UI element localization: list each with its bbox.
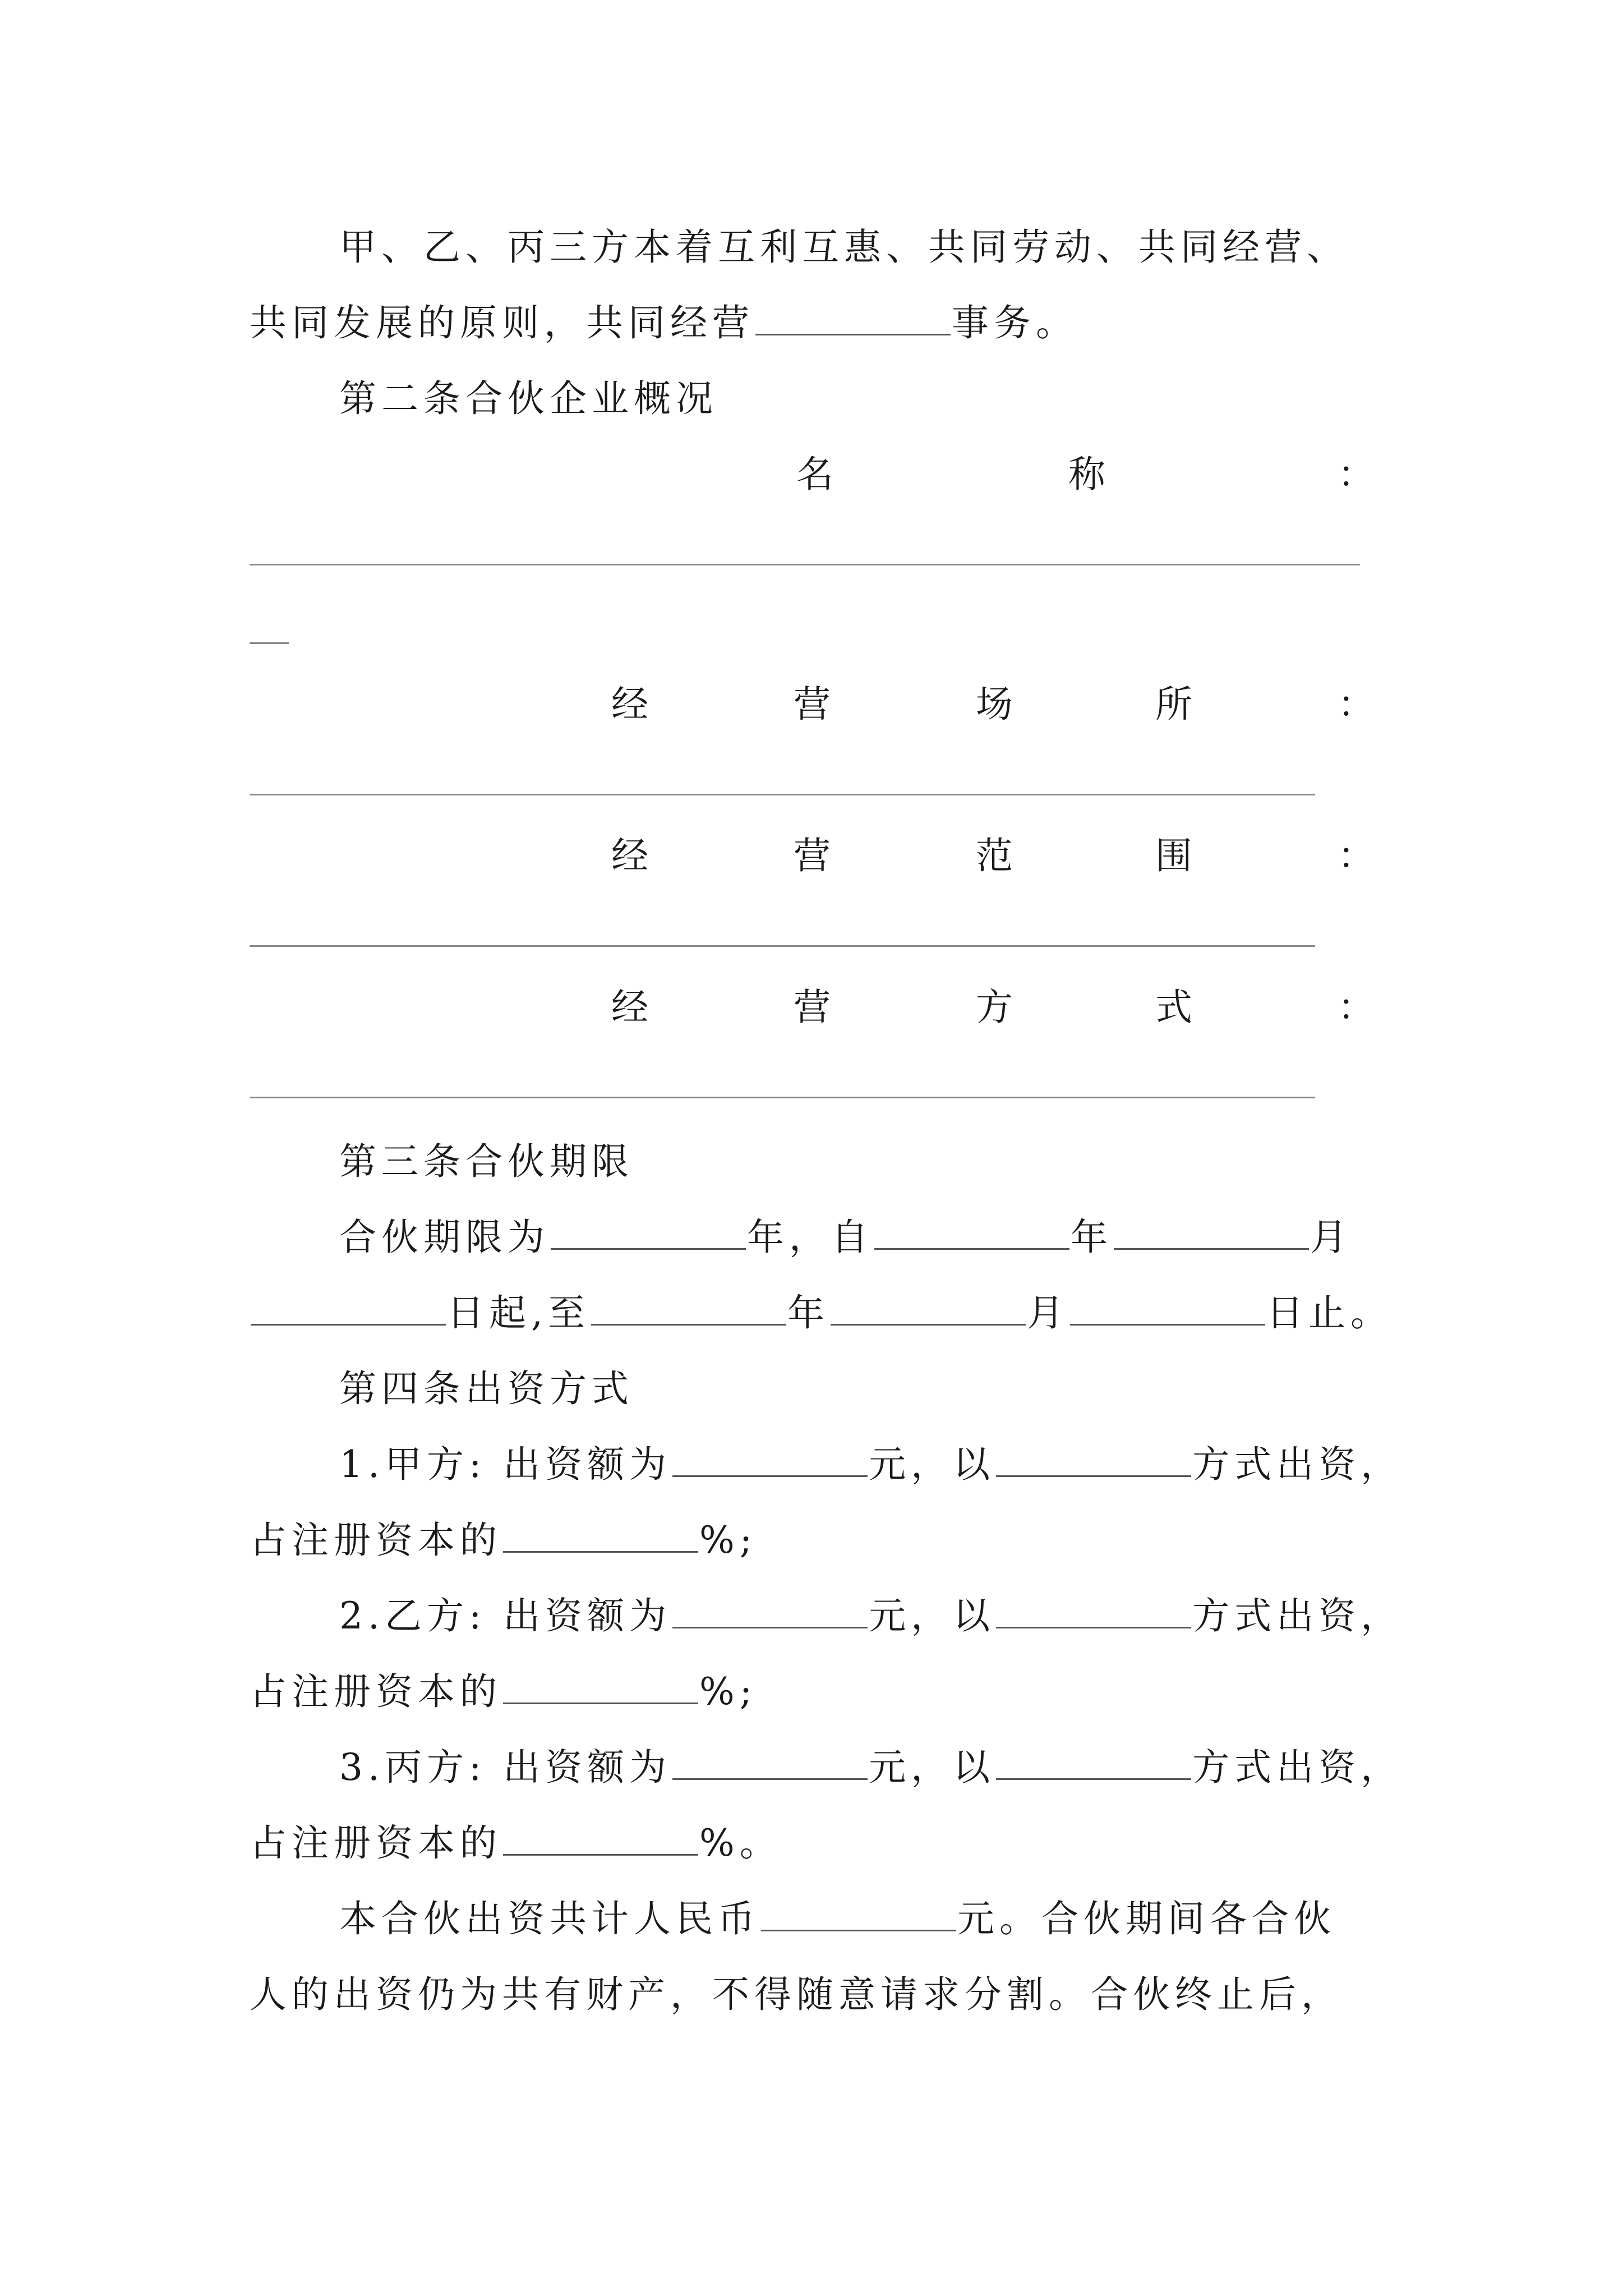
name-blank-line [250,564,1360,565]
party-a-line-1 [339,1439,1403,1490]
blank-field [503,1544,698,1553]
mode-label-char: 方 [976,986,1013,1029]
scope-label-char: 围 [1155,834,1192,877]
place-label-char: 场 [976,683,1013,726]
scope-label-colon: ： [1338,834,1375,877]
blank-field [996,1468,1191,1477]
place-label-char: 所 [1155,683,1192,726]
party-a-line-2 [250,1515,757,1566]
party-c-text: %。 [699,1821,782,1865]
party-c-text: 方式出资， [1192,1746,1403,1789]
place-label-char: 经 [611,683,648,726]
scope-label-char: 范 [976,834,1013,877]
name-blank-line-cont [250,642,289,644]
party-c-text: 元，以 [869,1746,995,1789]
section-3-heading: 第三条合伙期限 [339,1140,634,1183]
blank-field [251,1317,446,1326]
party-b-text: %; [699,1670,757,1713]
mode-blank-line [250,1097,1315,1098]
name-label-char: 称 [1068,453,1105,496]
party-b-line-1 [339,1590,1403,1642]
name-label-char: 名 [796,453,833,496]
scope-label-char: 营 [794,834,831,877]
total-text: 元。合伙期间各合伙 [957,1897,1336,1940]
party-a-text: 方式出资， [1192,1443,1403,1486]
mode-label-char: 经 [611,986,648,1029]
party-b-line-2 [250,1666,757,1718]
term-text: 日止。 [1266,1291,1393,1335]
term-line-2 [250,1287,1393,1339]
party-c-line-1 [339,1742,1403,1793]
blank-field [996,1619,1191,1628]
place-label-char: 营 [794,683,831,726]
mode-label-char: 营 [794,986,831,1029]
term-text: 合伙期限为 [339,1216,550,1259]
party-a-text: 元，以 [869,1443,995,1486]
party-c-text: 占注册资本的 [250,1821,502,1865]
blank-field [672,1468,868,1477]
party-b-text: 元，以 [869,1594,995,1637]
blank-field [672,1771,868,1780]
blank-field [755,326,951,335]
blank-field [551,1241,746,1250]
party-b-text: 2.乙方: 出资额为 [339,1594,672,1637]
term-text: 年 [787,1291,829,1335]
blank-field [503,1847,698,1856]
total-line-1 [339,1893,1336,1945]
blank-field [996,1771,1191,1780]
term-text: 日起,至 [447,1291,590,1335]
blank-field [1070,1317,1265,1326]
party-b-text: 方式出资， [1192,1594,1403,1637]
blank-field [672,1619,868,1628]
place-label-colon: ： [1338,683,1375,726]
section-2-heading: 第二条合伙企业概况 [339,377,718,420]
party-a-text: %; [699,1519,757,1562]
term-line-1 [339,1212,1352,1263]
term-text: 年，自 [747,1216,873,1259]
intro-text: 共同发展的原则，共同经营 [250,301,754,344]
total-line-2: 人的出资仍为共有财产，不得随意请求分割。合伙终止后， [250,1973,1343,2016]
scope-blank-line [250,945,1315,947]
party-b-text: 占注册资本的 [250,1670,502,1713]
total-text: 本合伙出资共计人民币 [339,1897,760,1940]
party-c-line-2 [250,1818,782,1869]
blank-field [503,1695,698,1704]
scope-label-char: 经 [611,834,648,877]
blank-field [761,1922,956,1931]
intro-line-1: 甲、乙、丙三方本着互利互惠、共同劳动、共同经营、 [339,226,1349,269]
party-a-text: 占注册资本的 [250,1519,502,1562]
party-a-text: 1.甲方: 出资额为 [339,1443,672,1486]
term-text: 月 [1026,1291,1069,1335]
blank-field [1114,1241,1309,1250]
intro-text-end: 事务。 [952,301,1078,344]
blank-field [591,1317,786,1326]
mode-label-colon: ： [1338,986,1375,1029]
blank-field [874,1241,1069,1250]
term-text: 年 [1071,1216,1113,1259]
term-text: 月 [1310,1216,1352,1259]
place-blank-line [250,794,1315,795]
party-c-text: 3.丙方: 出资额为 [339,1746,672,1789]
blank-field [831,1317,1026,1326]
section-4-heading: 第四条出资方式 [339,1367,634,1410]
intro-line-2 [250,297,1078,349]
name-label-colon: ： [1338,453,1375,496]
mode-label-char: 式 [1155,986,1192,1029]
